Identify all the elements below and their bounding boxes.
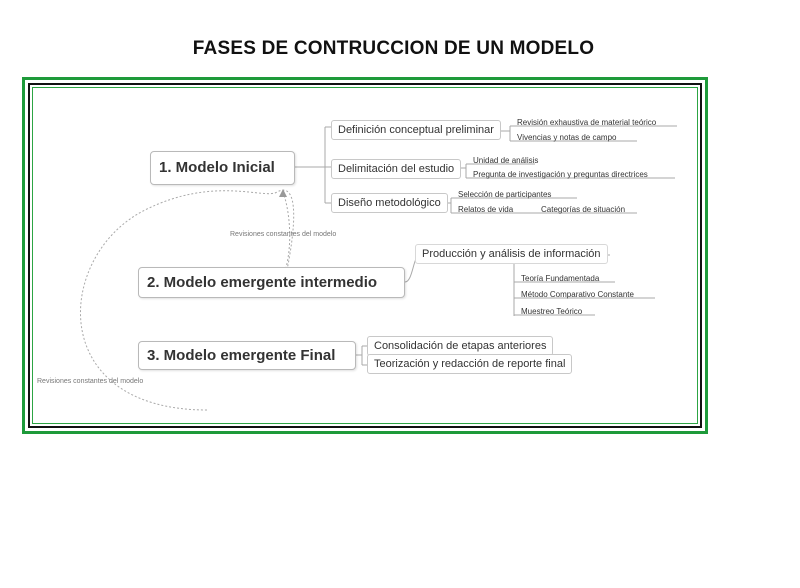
- phase-3-node: 3. Modelo emergente Final: [138, 341, 356, 370]
- leaf-vivencias: Vivencias y notas de campo: [517, 133, 617, 142]
- leaf-pregunta-investigacion: Pregunta de investigación y preguntas directrices: [473, 170, 648, 179]
- note-revisiones-lower: Revisiones constantes del modelo: [37, 378, 144, 385]
- phase-1-node: 1. Modelo Inicial: [150, 151, 295, 185]
- leaf-seleccion-participantes: Selección de participantes: [458, 190, 552, 199]
- link-phase1-brace: [295, 127, 331, 203]
- leaf-unidad-analisis: Unidad de análisis: [473, 156, 539, 165]
- leaf-categorias-situacion: Categorías de situación: [541, 205, 626, 214]
- consolidacion-node: Consolidación de etapas anteriores: [367, 336, 553, 356]
- diseno-metodologico-node: Diseño metodológico: [331, 193, 448, 213]
- leaf-metodo-comparativo: Método Comparativo Constante: [521, 290, 634, 299]
- note-revisiones-upper: Revisiones constantes del modelo: [230, 231, 337, 238]
- definicion-conceptual-node: Definición conceptual preliminar: [331, 120, 501, 140]
- phase-2-node: 2. Modelo emergente intermedio: [138, 267, 405, 298]
- leaf-relatos-vida: Relatos de vida: [458, 205, 514, 214]
- link-phase3-brace: [356, 346, 367, 365]
- leaf-revision-material: Revisión exhaustiva de material teórico: [517, 118, 657, 127]
- teorizacion-node: Teorización y redacción de reporte final: [367, 354, 572, 374]
- delimitacion-node: Delimitación del estudio: [331, 159, 461, 179]
- page-title: FASES DE CONTRUCCION DE UN MODELO: [192, 38, 595, 59]
- produccion-analisis-node: Producción y análisis de información: [415, 244, 608, 264]
- diagram-frame: [22, 77, 708, 434]
- leaf-teoria-fundamentada: Teoría Fundamentada: [521, 274, 600, 283]
- leaf-muestreo-teorico: Muestreo Teórico: [521, 307, 583, 316]
